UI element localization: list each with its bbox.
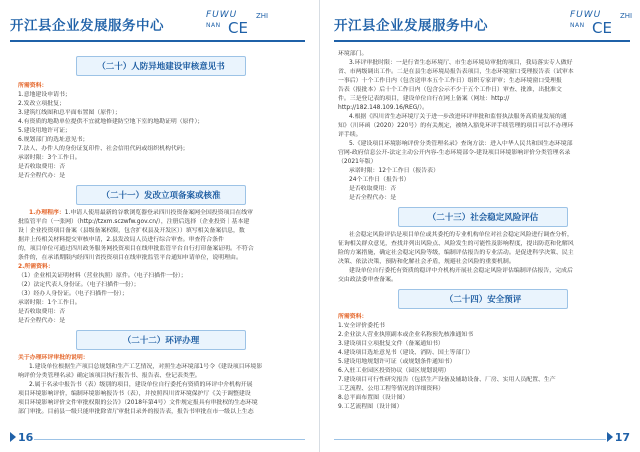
page-number: 16 bbox=[10, 431, 33, 444]
text-line: 是否全程代办：是 bbox=[18, 318, 66, 324]
page-header bbox=[0, 0, 319, 40]
text-line: 1.办理程序：1.申请人使用最新的谷歌浏览器登录四川投资备案网全国投资项目在线审 bbox=[29, 210, 254, 216]
text-line: 是否全程代办：是 bbox=[349, 195, 397, 201]
text-line: 官网-政府信息公开-法定主动公开内容-生态环境部令-建设项目环境影响评价分类管理名录 bbox=[338, 150, 571, 156]
text-line: 一事后）十个工作日内（包含送审本五个工作日）组织专家评审；生态环境窗口受理报 bbox=[338, 78, 562, 84]
brand-logo: FUWU NAN CE ZHI bbox=[206, 10, 269, 37]
header-title: 开江县企业发展服务中心 bbox=[10, 18, 164, 34]
text-line: 件。三是登记表的项目，建设单位自行在网上备案（网址：http:// bbox=[338, 96, 510, 102]
text-line: 24个工作日（报告书） bbox=[349, 177, 410, 183]
text-line: （3）经办人身份证。（电子扫描件一份）； bbox=[18, 291, 128, 297]
brand-logo: FUWU NAN CE ZHI bbox=[570, 10, 633, 37]
header-rule bbox=[10, 40, 305, 42]
section-heading: （二十一）发改立项备案或核准 bbox=[76, 185, 246, 205]
footer-rule bbox=[34, 439, 305, 440]
text-line: 2.企业法人营业执照副本或企业名称预先核准通知书 bbox=[338, 332, 474, 338]
section-heading: （二十四）安全预评 bbox=[398, 289, 568, 309]
text-line: 2.属于名录中报告书（表）级别的项目，建设单位自行委托有资质的环评中介机构开展 bbox=[29, 382, 253, 388]
left-content bbox=[18, 50, 304, 417]
text-line: （2）法定代表人身份证。（电子扫描件一份）； bbox=[18, 282, 140, 288]
text-line: （2021年版） bbox=[338, 159, 377, 165]
right-page bbox=[320, 0, 640, 452]
text-line: 险的方案措施，确定社会稳定风险等级，编制评估报告的专业活动。是促进科学决策、民主 bbox=[338, 250, 574, 256]
text-line: 3.建设项目立项批复文件（备案通知书） bbox=[338, 341, 444, 347]
text-line: 省、市两级调出工作。二是在县生态环境局报告表项目，生态环境窗口受理报告表（试审本 bbox=[338, 69, 574, 75]
text-line: 征询相关群众意见，查找并列出风险点、风险发生的可能性及影响程度，提出防范和化解风 bbox=[338, 241, 574, 247]
text-line: 评手续。 bbox=[338, 132, 362, 138]
text-line: 是否全程代办：是 bbox=[18, 173, 66, 179]
text-block bbox=[338, 313, 628, 412]
text-line: 3.建筑红线图和总平面布置图（原件）； bbox=[18, 110, 121, 116]
right-content bbox=[338, 50, 628, 412]
text-line: 7.建设项目可行性研究报告（包括生产设备及辅助设备、厂房、实用人员配置、生产 bbox=[338, 377, 556, 383]
text-line: 承诺时限：3个工作日。 bbox=[18, 155, 81, 161]
text-line: 据并上传相关材料提交审核申请，2.县发改局人员进行综合审查。审查符合条件 bbox=[18, 237, 224, 243]
text-block bbox=[18, 82, 304, 181]
section-heading: （二十二）环评办理 bbox=[76, 330, 246, 350]
text-line: 条件的，在承诺期限内经四川省投资项目在线审批监管平台通知申请单位，说明理由。 bbox=[18, 255, 242, 261]
text-line: 5.建设用地许可证； bbox=[18, 128, 71, 134]
text-line: 是否收取费用：否 bbox=[349, 186, 397, 192]
text-line: 环境部门。 bbox=[338, 51, 368, 57]
text-line: 5.建设用地规划许可证（或规划条件通知书） bbox=[338, 359, 456, 365]
text-line: 项目环境影响评价，编制环境影响报告书（表），并按照四川省环境保护厅《关于调整建设 bbox=[18, 391, 251, 397]
text-line: 2.所需资料： bbox=[18, 264, 54, 270]
section-heading: （二十）人防异地建设审核意见书 bbox=[76, 56, 246, 76]
text-line: 3.环评审批时限：一是行省生态环境厅、市生态环境局审批的项目，我局落实专人做好 bbox=[349, 60, 573, 66]
section-heading: （二十三）社会稳定风险评估 bbox=[398, 207, 568, 227]
text-line: 决策、依法决策，预防和化解社会矛盾，规避社会风险的重要机制。 bbox=[338, 259, 515, 265]
page-header bbox=[320, 0, 640, 40]
text-line: 工艺流程、公用工程等情况的详细资料） bbox=[338, 386, 445, 392]
text-line: 是否收取费用：否 bbox=[18, 164, 66, 170]
text-line: 8.总平面布置图（设计图） bbox=[338, 395, 409, 401]
text-line: 项目环境影响评价文件审批权限的公告》（2018年第4号）文件规定报具有审批权的生态环境 bbox=[18, 400, 258, 406]
text-line: 响评价分类管理名录》确定该项目执行报告书、报告表、登记表类型。 bbox=[18, 373, 201, 379]
text-line: 是否收取费用：否 bbox=[18, 309, 66, 315]
text-line: 知》（川环函（2020）220号）的有关规定，被纳入豁免环评手续管理的项目可以不办理环 bbox=[338, 123, 574, 129]
text-line: 社会稳定风险评估是项目单位或其委托的专业机构单位对社会稳定风险进行调查分析， bbox=[349, 232, 573, 238]
header-title: 开江县企业发展服务中心 bbox=[334, 18, 488, 34]
text-line: 所需资料： bbox=[18, 83, 48, 89]
text-line: 4.建设项目选址意见书（建设、消防、国土等部门） bbox=[338, 350, 474, 356]
text-line: 6.入驻工业园区投资协议（园区规划说明） bbox=[338, 368, 450, 374]
text-line: 5.《建设项目环境影响评价分类管理名录》查询方法：进入中华人民共和国生态环境部 bbox=[349, 141, 573, 147]
text-line: 4.有资质的地勘单位提供不宜就地修建防空地下室的地勘证明（原件）； bbox=[18, 119, 204, 125]
text-line: http://182.148.109.16/REG/）。 bbox=[338, 105, 429, 111]
text-block bbox=[338, 231, 628, 285]
text-line: 交由政法委审查备案。 bbox=[338, 277, 397, 283]
text-line: 的，项目单位可通过四川政务服务网投资项目在线审批监管平台自行打印备案证明。不符合 bbox=[18, 246, 254, 252]
text-label: 1.办理程序： bbox=[29, 210, 65, 216]
text-line: 批监管平台（一张网）（http://tzxm.sczwfw.gov.cn/），注册后选择（企业投资｜基本建 bbox=[18, 219, 250, 225]
text-line: 2.发改立项批复； bbox=[18, 101, 65, 107]
text-line: 关于办理环评审批的说明： bbox=[18, 355, 89, 361]
triangle-icon bbox=[607, 432, 613, 442]
text-line: 9.工艺流程图（设计图） bbox=[338, 404, 403, 410]
text-line: 7.法人、办件人的身份证复印件、社会信用代码或组织机构代码； bbox=[18, 146, 189, 152]
text-line: 4.根据《四川省生态环境厅关于进一步改进环评审批和监督执法服务高质量发展的通 bbox=[349, 114, 567, 120]
text-line: （1）企业相关证明材料（营业执照）原件。（电子扫描件一份）； bbox=[18, 273, 187, 279]
text-line: 设｜企业投资项目备案（县级备案权限，包含扩权县及开发区））填写相关备案信息，数 bbox=[18, 228, 245, 234]
header-rule bbox=[334, 40, 630, 42]
text-line: 6.规划部门的选址意见书； bbox=[18, 137, 89, 143]
text-line: 告表（报批本）后十个工作日内（包含公示不少于五个工作日）审查、批准，出批准文 bbox=[338, 87, 562, 93]
text-line: 1.安全评价委托书 bbox=[338, 323, 385, 329]
text-line: 建设单位自行委托有资质的稳评中介机构开展社会稳定风险评估编制评估报告，完成后 bbox=[349, 268, 573, 274]
text-line: 部门审批。目前县一级只能审批除省厅审批目录外的报告表，报告书审批在市一级以上生态 bbox=[18, 409, 254, 415]
text-block bbox=[18, 209, 304, 326]
triangle-icon bbox=[10, 432, 16, 442]
text-block bbox=[18, 354, 304, 417]
text-line: 承诺时限：12个工作日（报告表） bbox=[349, 168, 439, 174]
text-line: 1.建设单位根据生产项目总规划和生产工艺情况，对照生态环境部1号令《建设项目环境影 bbox=[29, 364, 263, 370]
page-number: 17 bbox=[607, 431, 630, 444]
footer-rule bbox=[334, 439, 606, 440]
text-line: 所需资料： bbox=[338, 314, 368, 320]
text-block bbox=[338, 50, 628, 203]
text-line: 1.意地建设申请书； bbox=[18, 92, 71, 98]
text-line: 承诺时限：1个工作日。 bbox=[18, 300, 81, 306]
